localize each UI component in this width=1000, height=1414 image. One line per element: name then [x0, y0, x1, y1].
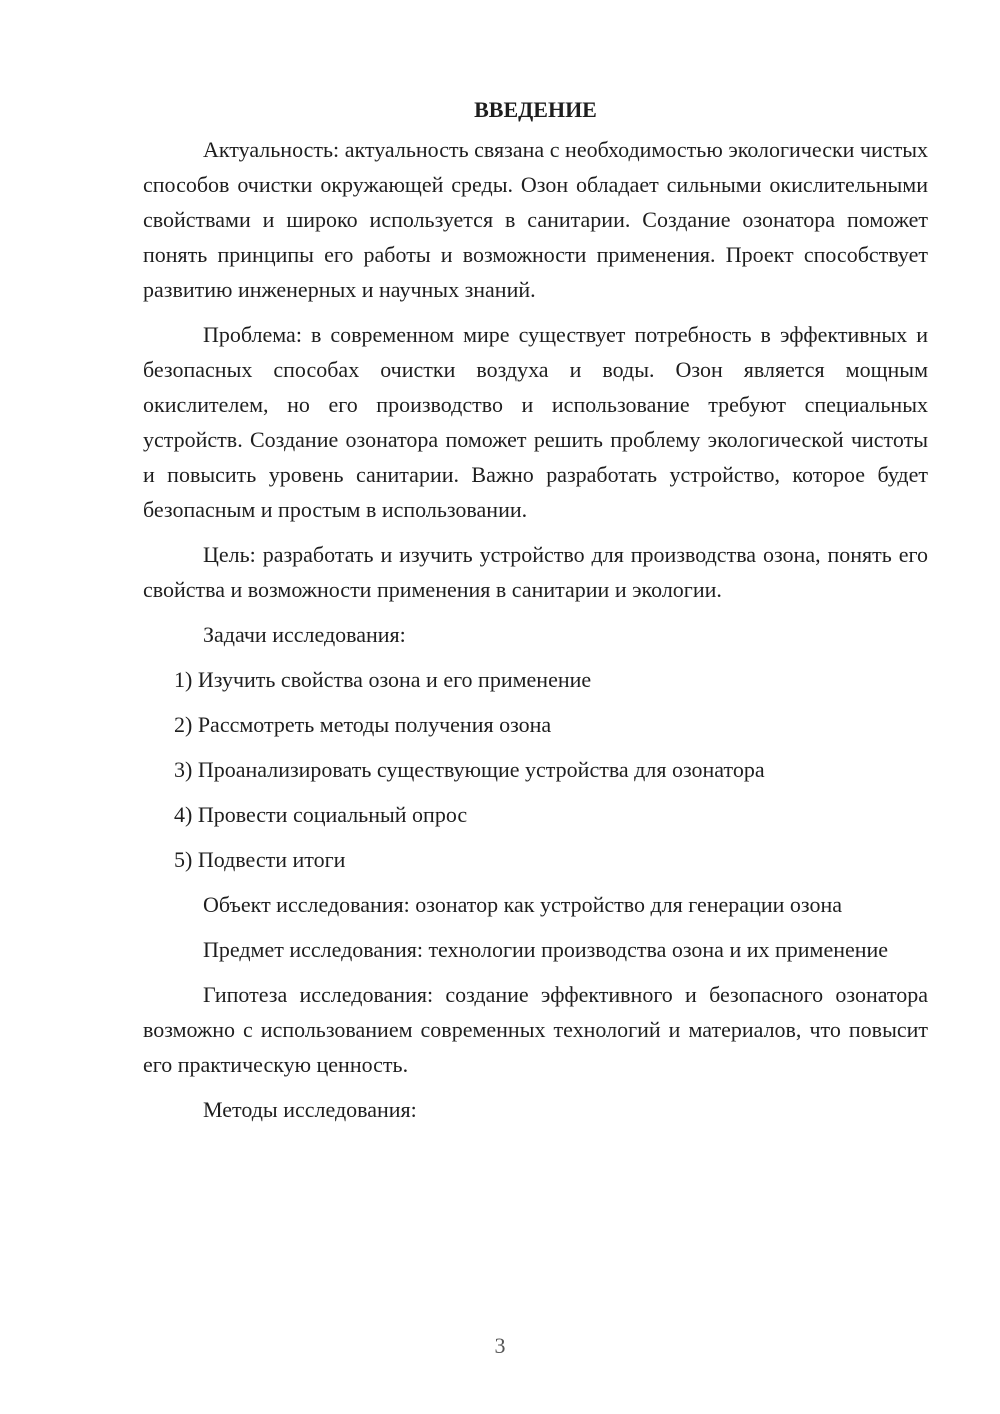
object-paragraph: Объект исследования: озонатор как устройство для генерации озона — [203, 892, 842, 917]
goal-paragraph: Цель: разработать и изучить устройство для производства озона, понять его свойства и возможности применения в санитарии и экологии. — [143, 542, 928, 602]
methods-heading: Методы исследования: — [203, 1097, 417, 1122]
page-number: 3 — [494, 1333, 506, 1358]
section-title: ВВЕДЕНИЕ — [474, 97, 597, 122]
subject-paragraph: Предмет исследования: технологии производства озона и их применение — [203, 937, 889, 962]
list-item: 1) Изучить свойства озона и его применение — [174, 667, 592, 692]
tasks-heading: Задачи исследования: — [203, 622, 406, 647]
hypothesis-paragraph: Гипотеза исследования: создание эффективного и безопасного озонатора возможно с использованием современных технологий и материалов, что повысит его практическую ценность. — [143, 982, 928, 1077]
list-item: 3) Проанализировать существующие устройства для озонатора — [174, 757, 765, 782]
list-item: 5) Подвести итоги — [174, 847, 346, 872]
problem-paragraph: Проблема: в современном мире существует потребность в эффективных и безопасных способах очистки воздуха и воды. Озон является мощным окислителем, но его производство и использование требуют специальных устройств. Создание озонатора поможет решить проблему экологической чистоты и повысить уровень санитарии. Важно разработать устройство, которое будет безопасным и простым в использовании. — [143, 322, 928, 522]
page-content — [143, 88, 928, 1137]
list-item: 2) Рассмотреть методы получения озона — [174, 712, 552, 737]
list-item: 4) Провести социальный опрос — [174, 802, 468, 827]
tasks-list — [143, 662, 928, 877]
relevance-paragraph: Актуальность: актуальность связана с необходимостью экологически чистых способов очистки окружающей среды. Озон обладает сильными окислительными свойствами и широко используется в санитарии. Создание озонатора поможет понять принципы его работы и возможности применения. Проект способствует развитию инженерных и научных знаний. — [143, 137, 928, 302]
